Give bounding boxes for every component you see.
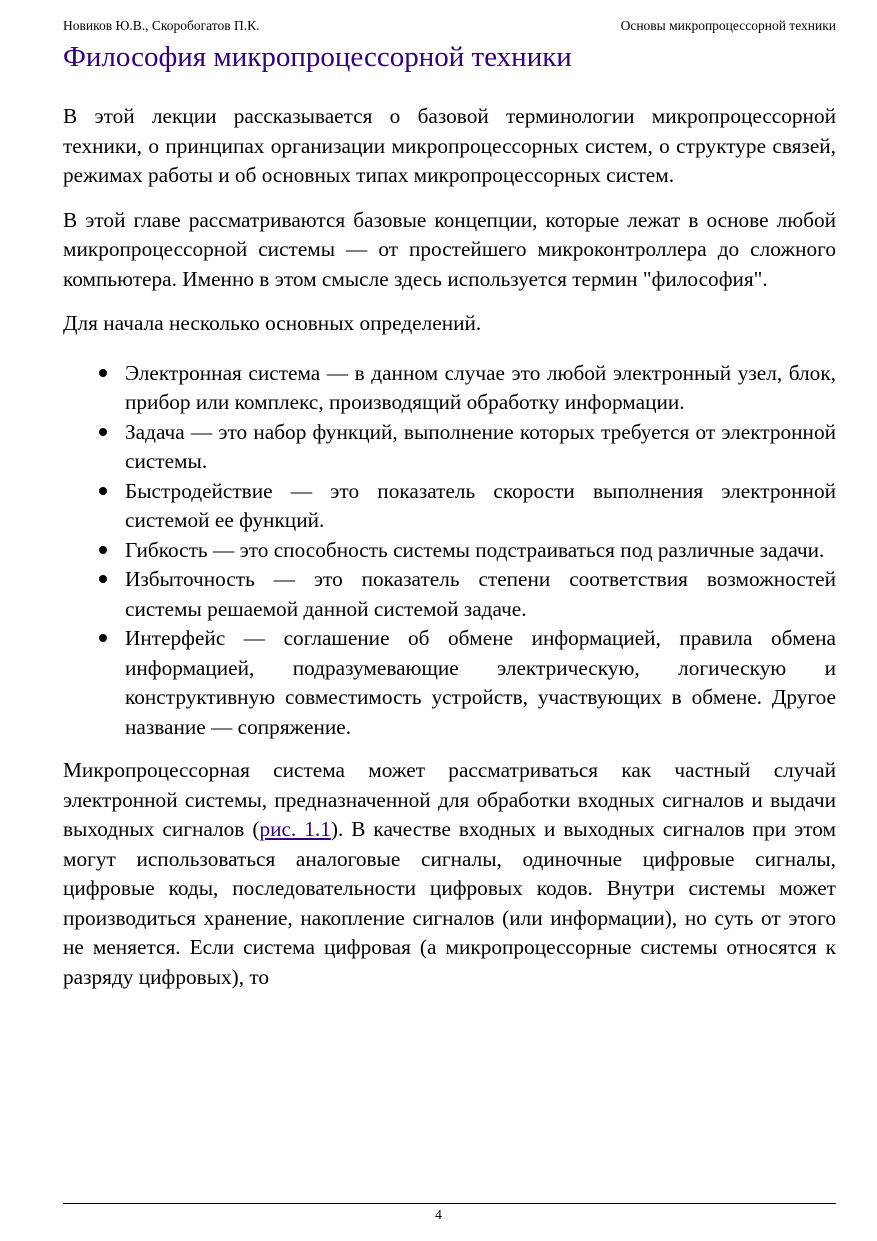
header-book-title: Основы микропроцессорной техники: [620, 18, 836, 33]
list-item: [63, 477, 836, 536]
definition-text: Электронная система — в данном случае это любой электронный узел, блок, прибор или комплекс, производящий обработку информации.: [125, 360, 836, 414]
list-item: [63, 565, 836, 624]
microprocessor-system-paragraph: [63, 756, 836, 992]
concepts-paragraph: В этой главе рассматриваются базовые концепции, которые лежат в основе любой микропроцессорной системы — от простейшего микроконтроллера до сложного компьютера. Именно в этом смысле здесь используется термин "философия".: [63, 207, 836, 291]
bullet-icon: [99, 634, 107, 642]
list-item: [63, 418, 836, 477]
definitions-list: [63, 359, 836, 743]
page-header: [63, 17, 836, 35]
figure-link[interactable]: рис. 1.1: [259, 817, 331, 841]
bullet-icon: [99, 546, 107, 554]
document-body: [63, 102, 836, 1007]
definition-text: Задача — это набор функций, выполнение которых требуется от электронной системы.: [125, 419, 836, 473]
bullet-icon: [99, 369, 107, 377]
definitions-intro-paragraph: Для начала несколько основных определений.: [63, 311, 482, 335]
list-item: [63, 359, 836, 418]
intro-paragraph: В этой лекции рассказывается о базовой терминологии микропроцессорной техники, о принципах организации микропроцессорных систем, о структуре связей, режимах работы и об основных типах микропроцессорных систем.: [63, 104, 836, 187]
page-number: 4: [435, 1207, 442, 1222]
definition-text: Интерфейс — соглашение об обмене информацией, правила обмена информацией, подразумевающие электрическую, логическую и конструктивную совместимость устройств, участвующих в обмене. Другое название — сопряжение.: [125, 626, 836, 739]
list-item: [63, 624, 836, 742]
definition-text: Гибкость — это способность системы подстраиваться под различные задачи.: [125, 537, 825, 562]
footer-divider: [63, 1203, 836, 1204]
bullet-icon: [99, 575, 107, 583]
paragraph-text-before-link: Микропроцессорная система может рассматриваться как частный случай электронной системы, предназначенной для обработки входных сигналов и выдачи выходных сигналов (: [63, 758, 836, 841]
definition-text: Быстродействие — это показатель скорости выполнения электронной системой ее функций.: [125, 478, 836, 532]
bullet-icon: [99, 428, 107, 436]
header-authors: Новиков Ю.В., Скоробогатов П.К.: [63, 18, 260, 33]
page-title: Философия микропроцессорной техники: [63, 41, 572, 73]
list-item: [63, 536, 836, 566]
bullet-icon: [99, 487, 107, 495]
paragraph-text-after-link: ). В качестве входных и выходных сигналов при этом могут использоваться аналоговые сигналы, одиночные цифровые сигналы, цифровые коды, последовательности цифровых кодов. Внутри системы может производиться хранение, накопление сигналов (или информации), но суть от этого не меняется. Если система цифровая (а микропроцессорные системы относятся к разряду цифровых), то: [63, 817, 836, 989]
definition-text: Избыточность — это показатель степени соответствия возможностей системы решаемой данной системой задаче.: [125, 567, 836, 621]
